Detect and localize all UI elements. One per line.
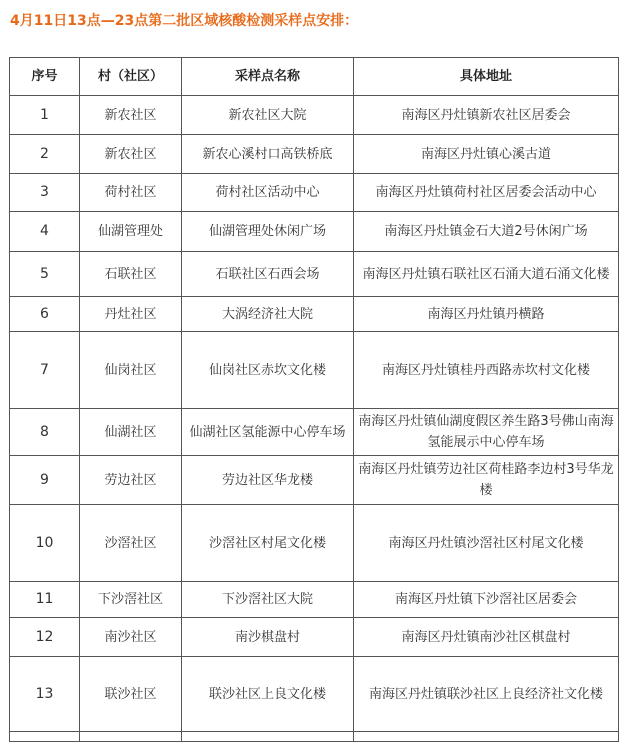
table-row	[10, 409, 619, 456]
cell-no: 5	[10, 252, 80, 297]
table-row	[10, 582, 619, 618]
cell-no: 4	[10, 212, 80, 252]
table-row	[10, 657, 619, 732]
cell-village: 沙滘社区	[80, 505, 182, 582]
cell-no: 3	[10, 174, 80, 212]
table-row	[10, 252, 619, 297]
cell-no: 7	[10, 332, 80, 409]
cell-village: 新农社区	[80, 135, 182, 174]
cell-site-name: 新农心溪村口高铁桥底	[182, 135, 354, 174]
table-row	[10, 174, 619, 212]
cell-site-name	[182, 732, 354, 742]
cell-address	[354, 732, 619, 742]
cell-address: 南海区丹灶镇联沙社区上良经济社文化楼	[354, 657, 619, 732]
column-header-no: 序号	[10, 58, 80, 96]
table-row	[10, 96, 619, 135]
cell-village: 新农社区	[80, 96, 182, 135]
cell-no	[10, 732, 80, 742]
cell-no: 12	[10, 618, 80, 657]
cell-site-name: 下沙滘社区大院	[182, 582, 354, 618]
cell-site-name: 沙滘社区村尾文化楼	[182, 505, 354, 582]
cell-site-name: 仙湖管理处休闲广场	[182, 212, 354, 252]
cell-village: 仙岗社区	[80, 332, 182, 409]
table-row	[10, 297, 619, 332]
cell-address: 南海区丹灶镇石联社区石涌大道石涌文化楼	[354, 252, 619, 297]
cell-address: 南海区丹灶镇荷村社区居委会活动中心	[354, 174, 619, 212]
cell-address: 南海区丹灶镇仙湖度假区养生路3号佛山南海氢能展示中心停车场	[354, 409, 619, 456]
table-row	[10, 135, 619, 174]
cell-village: 联沙社区	[80, 657, 182, 732]
table-row	[10, 732, 619, 742]
cell-address: 南海区丹灶镇新农社区居委会	[354, 96, 619, 135]
cell-address: 南海区丹灶镇沙滘社区村尾文化楼	[354, 505, 619, 582]
cell-village: 下沙滘社区	[80, 582, 182, 618]
cell-site-name: 新农社区大院	[182, 96, 354, 135]
cell-address: 南海区丹灶镇心溪古道	[354, 135, 619, 174]
sampling-site-table	[9, 57, 619, 742]
cell-village: 荷村社区	[80, 174, 182, 212]
cell-address: 南海区丹灶镇桂丹西路赤坎村文化楼	[354, 332, 619, 409]
cell-site-name: 联沙社区上良文化楼	[182, 657, 354, 732]
cell-site-name: 南沙棋盘村	[182, 618, 354, 657]
column-header-address: 具体地址	[354, 58, 619, 96]
cell-no: 2	[10, 135, 80, 174]
cell-no: 9	[10, 456, 80, 505]
cell-village	[80, 732, 182, 742]
cell-village: 仙湖管理处	[80, 212, 182, 252]
cell-site-name: 仙湖社区氢能源中心停车场	[182, 409, 354, 456]
cell-no: 13	[10, 657, 80, 732]
page-heading: 4月11日13点—23点第二批区域核酸检测采样点安排：	[10, 13, 359, 29]
cell-site-name: 仙岗社区赤坎文化楼	[182, 332, 354, 409]
cell-village: 石联社区	[80, 252, 182, 297]
cell-address: 南海区丹灶镇金石大道2号休闲广场	[354, 212, 619, 252]
cell-village: 仙湖社区	[80, 409, 182, 456]
cell-village: 劳边社区	[80, 456, 182, 505]
table-body	[10, 96, 619, 742]
cell-site-name: 石联社区石西会场	[182, 252, 354, 297]
table-row	[10, 456, 619, 505]
table-row	[10, 212, 619, 252]
cell-no: 10	[10, 505, 80, 582]
table-row	[10, 505, 619, 582]
cell-address: 南海区丹灶镇丹横路	[354, 297, 619, 332]
cell-village: 丹灶社区	[80, 297, 182, 332]
cell-address: 南海区丹灶镇南沙社区棋盘村	[354, 618, 619, 657]
cell-address: 南海区丹灶镇下沙滘社区居委会	[354, 582, 619, 618]
cell-no: 8	[10, 409, 80, 456]
cell-no: 1	[10, 96, 80, 135]
column-header-site: 采样点名称	[182, 58, 354, 96]
table-row	[10, 332, 619, 409]
table-header-row	[10, 58, 619, 96]
column-header-village: 村（社区）	[80, 58, 182, 96]
cell-site-name: 荷村社区活动中心	[182, 174, 354, 212]
cell-address: 南海区丹灶镇劳边社区荷桂路李边村3号华龙楼	[354, 456, 619, 505]
cell-site-name: 大涡经济社大院	[182, 297, 354, 332]
cell-village: 南沙社区	[80, 618, 182, 657]
cell-no: 11	[10, 582, 80, 618]
cell-no: 6	[10, 297, 80, 332]
table-row	[10, 618, 619, 657]
cell-site-name: 劳边社区华龙楼	[182, 456, 354, 505]
